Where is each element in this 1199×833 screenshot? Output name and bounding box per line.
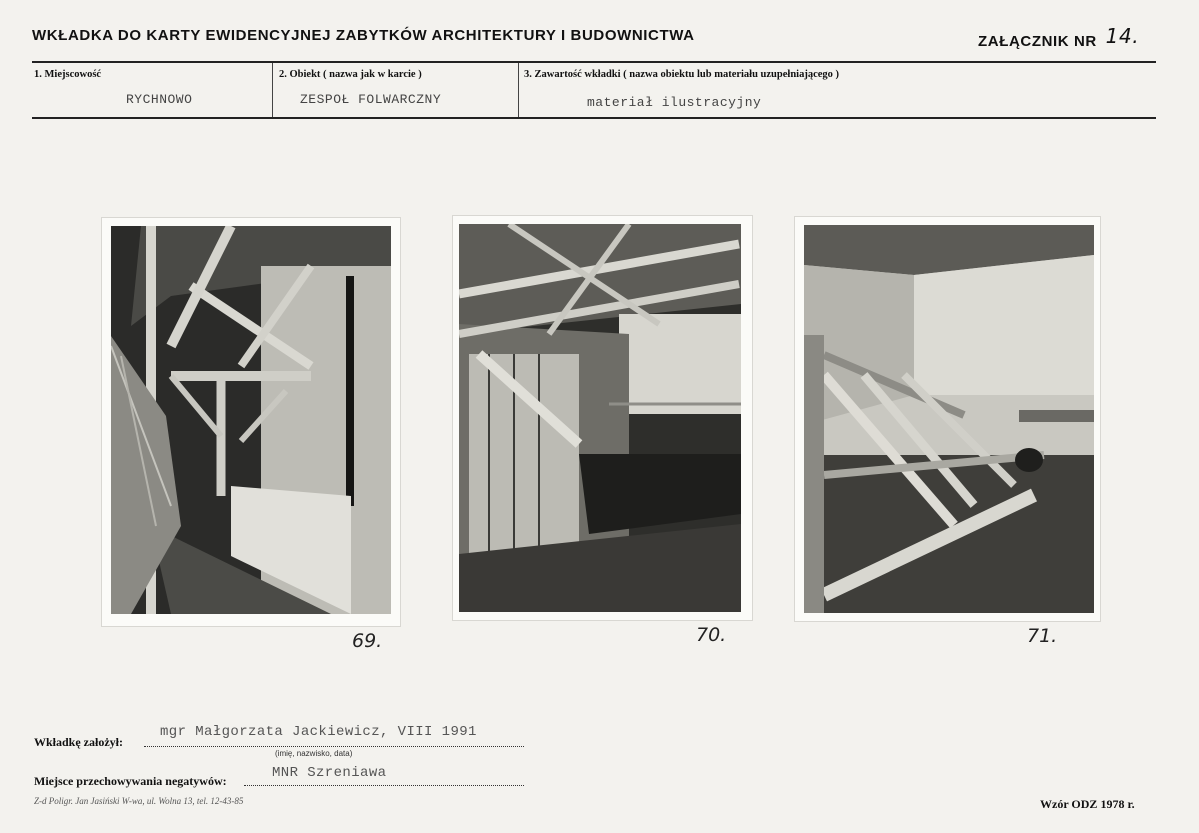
photo-71 xyxy=(795,217,1100,647)
field-label-object: 2. Obiekt ( nazwa jak w karcie ) xyxy=(279,69,422,80)
table-divider-2 xyxy=(518,63,519,117)
storage-label: Miejsce przechowywania negatywów: xyxy=(34,774,227,788)
photo-71-image xyxy=(804,225,1094,613)
photo-71-number: 71. xyxy=(1027,625,1058,647)
field-label-locality: 1. Miejscowość xyxy=(34,69,102,80)
form-title: WKŁADKA DO KARTY EWIDENCYJNEJ ZABYTKÓW ARCHITEKTURY I BUDOWNICTWA xyxy=(32,27,695,44)
field-value-contents: materiał ilustracyjny xyxy=(587,95,762,110)
photo-69-image xyxy=(111,226,391,614)
printer-imprint: Z-d Poligr. Jan Jasiński W-wa, ul. Wolna 13, tel. 12-43-85 xyxy=(34,796,244,806)
table-divider-1 xyxy=(272,63,273,117)
field-value-object: ZESPOŁ FOLWARCZNY xyxy=(300,92,442,107)
annex-number: 14. xyxy=(1105,24,1140,48)
photo-70-image xyxy=(459,224,741,612)
form-template-id: Wzór ODZ 1978 r. xyxy=(1040,797,1135,811)
field-label-contents: 3. Zawartość wkładki ( nazwa obiektu lub materiału uzupełniającego ) xyxy=(524,69,840,80)
founder-label: Wkładkę założył: xyxy=(34,735,123,749)
storage-value: MNR Szreniawa xyxy=(272,765,387,781)
annex-label-text: ZAŁĄCZNIK NR xyxy=(978,33,1097,50)
table-bottom-rule xyxy=(32,117,1156,119)
founder-value: mgr Małgorzata Jackiewicz, VIII 1991 xyxy=(160,724,477,740)
photo-69-number: 69. xyxy=(352,630,383,652)
photo-69 xyxy=(102,218,400,652)
photo-70 xyxy=(453,216,752,646)
field-value-locality: RYCHNOWO xyxy=(126,92,193,107)
photo-70-number: 70. xyxy=(696,624,727,646)
founder-dotted-line xyxy=(144,746,524,747)
annex-label xyxy=(978,24,1140,51)
founder-hint: (imię, nazwisko, data) xyxy=(275,749,353,758)
table-top-rule xyxy=(32,61,1156,63)
storage-dotted-line xyxy=(244,785,524,786)
